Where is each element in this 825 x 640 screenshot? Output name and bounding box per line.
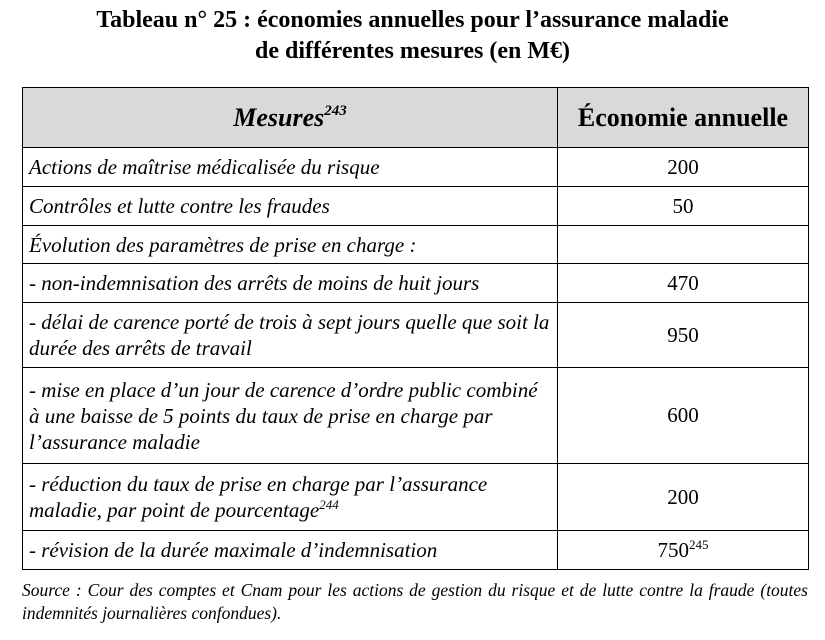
measure-label: - mise en place d’un jour de carence d’ordre public combiné à une baisse de 5 points du taux de prise en charge par l’assurance maladie (29, 377, 538, 454)
table-header-row (23, 88, 809, 148)
measure-label: - révision de la durée maximale d’indemnisation (29, 538, 438, 562)
measure-cell (23, 464, 558, 531)
measure-cell (23, 531, 558, 570)
savings-cell (558, 226, 809, 264)
measure-cell (23, 368, 558, 464)
savings-cell (558, 148, 809, 187)
savings-value: 950 (667, 322, 699, 347)
header-annual-savings: Économie annuelle (558, 88, 809, 148)
table-row (23, 148, 809, 187)
measure-label: Évolution des paramètres de prise en charge : (29, 232, 417, 257)
savings-value: 750 (657, 537, 689, 562)
table-row (23, 187, 809, 226)
savings-value: 200 (667, 484, 699, 509)
savings-cell (558, 264, 809, 303)
savings-value: 470 (667, 270, 699, 295)
measure-cell (23, 264, 558, 303)
measure-label: Actions de maîtrise médicalisée du risque (29, 155, 380, 179)
savings-cell (558, 464, 809, 531)
savings-table (22, 87, 809, 570)
savings-footnote: 245 (689, 536, 709, 552)
measure-footnote: 244 (319, 497, 339, 512)
table-title (0, 5, 825, 67)
measure-label: - non-indemnisation des arrêts de moins de huit jours (29, 271, 480, 295)
measure-label: - délai de carence porté de trois à sept jours quelle que soit la durée des arrêts de travail (29, 310, 550, 360)
savings-cell (558, 368, 809, 464)
savings-value: 200 (667, 154, 699, 179)
measure-cell (23, 187, 558, 226)
savings-cell (558, 187, 809, 226)
table-row (23, 531, 809, 570)
table-row (23, 226, 809, 264)
header-measures (23, 88, 558, 148)
savings-cell (558, 303, 809, 368)
table-row (23, 464, 809, 531)
measure-label: - réduction du taux de prise en charge par l’assurance maladie, par point de pourcentage (29, 472, 488, 522)
measure-cell (23, 226, 558, 264)
table-row (23, 264, 809, 303)
table-row (23, 303, 809, 368)
savings-cell (558, 531, 809, 570)
savings-value: 600 (667, 403, 699, 427)
table-title-line-2: de différentes mesures (en M€) (254, 38, 571, 64)
measure-cell (23, 303, 558, 368)
table-title-line-1: Tableau n° 25 : économies annuelles pour l’assurance maladie (96, 7, 729, 33)
table-row (23, 368, 809, 464)
savings-value: 50 (672, 193, 694, 218)
header-measures-label: Mesures (233, 102, 325, 132)
measure-cell (23, 148, 558, 187)
header-measures-footnote: 243 (324, 102, 347, 119)
measure-label: Contrôles et lutte contre les fraudes (29, 194, 330, 218)
source-note: Source : Cour des comptes et Cnam pour les actions de gestion du risque et de lutte contre la fraude (toutes indemnités journalières confondues). (22, 580, 808, 623)
